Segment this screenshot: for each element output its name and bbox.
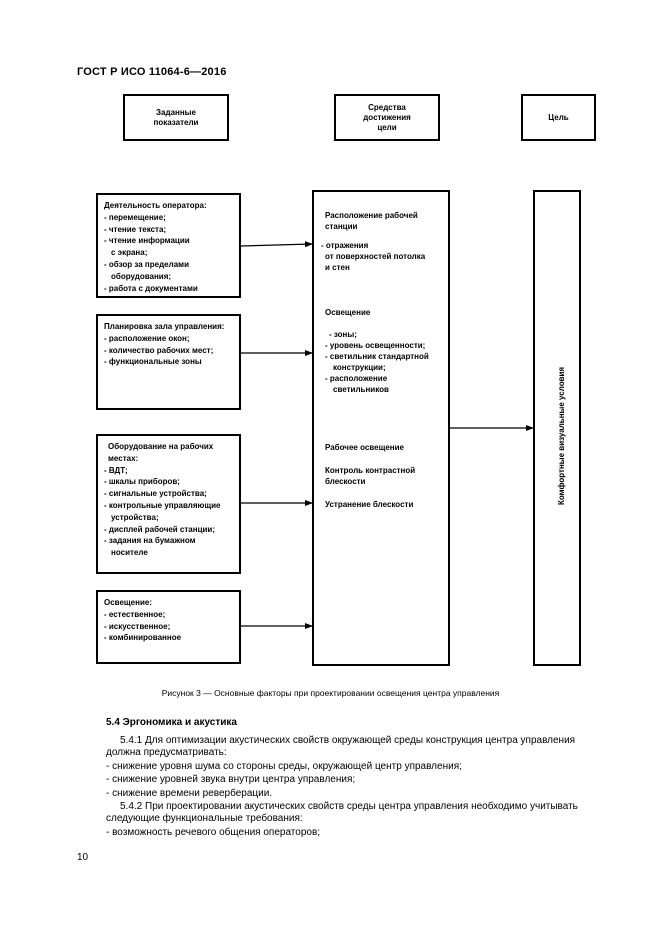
means-line: Освещение [325,308,371,317]
paragraph-line: 5.4.1 Для оптимизации акустических свойств окружающей среды конструкция центра управления [120,735,576,746]
list-item: - количество рабочих мест; [104,345,214,355]
list-item: устройства; [111,512,159,522]
list-item: - чтение текста; [104,224,167,234]
paragraph-line: - снижение уровня шума со стороны среды, окружающей центр управления; [106,761,462,772]
box-goal-header-line1: Цель [548,113,569,122]
list-item: - естественное; [104,609,166,619]
list-item: - шкалы приборов; [104,477,180,487]
means-line: Расположение рабочей [325,211,418,220]
means-line: Устранение блескости [325,500,414,509]
list-item: - комбинированное [104,633,182,643]
means-line: - светильник стандартной [325,352,429,361]
paragraph-line: должна предусматривать: [106,747,227,758]
means-line: - зоны; [329,330,357,339]
paragraph-line: следующие функциональные требования: [106,813,303,824]
means-line: и стен [325,263,350,272]
factor-box-operator-title: Деятельность оператора: [104,201,207,210]
means-line: светильников [333,385,389,394]
page-number: 10 [77,852,89,863]
means-line: Контроль контрастной [325,466,416,475]
paragraph-line: - снижение уровней звука внутри центра управления; [106,774,356,785]
paragraph-line: - возможность речевого общения операторов; [106,827,321,838]
means-box [312,190,450,666]
goal-text: Комфортные визуальные условия [557,366,566,505]
factor-box-layout-title: Планировка зала управления: [104,322,225,331]
list-item: - ВДТ; [104,465,128,475]
list-item: оборудования; [111,271,172,281]
list-item: - перемещение; [104,212,166,222]
list-item: - функциональные зоны [104,357,202,367]
box-means-line2: достижения [363,113,411,122]
paragraph-line: - снижение времени реверберации. [106,788,273,799]
means-line: конструкции; [333,363,386,372]
arrow-operator-to-means [241,244,312,246]
section-title: 5.4 Эргономика и акустика [106,717,237,728]
means-line: от поверхностей потолка [325,252,426,261]
means-block-work-lighting [325,442,415,510]
list-item: - сигнальные устройства; [104,489,207,499]
factor-box-lighting-title: Освещение: [104,598,152,607]
list-item: - дисплей рабочей станции; [104,524,215,534]
list-item: - обзор за пределами [104,259,189,269]
means-line: - отражения [321,241,369,250]
list-item: - искусственное; [104,621,171,631]
list-item: - работа с документами [104,283,198,293]
list-item: - расположение окон; [104,333,190,343]
paragraph-line: 5.4.2 При проектировании акустических свойств среды центра управления необходимо учитывать [120,801,578,812]
means-line: - уровень освещенности; [325,341,426,350]
list-item: - контрольные управляющие [104,500,221,510]
means-block-workstation [321,210,426,273]
means-block-lighting [325,307,429,395]
document-header: ГОСТ Р ИСО 11064-6—2016 [77,66,227,78]
list-item: носителе [111,548,148,558]
means-line: - расположение [325,374,388,383]
means-line: блескости [325,477,366,486]
factor-box-equipment-title: Оборудование на рабочих [108,442,214,451]
means-line: Рабочее освещение [325,443,404,452]
box-means-line3: цели [377,123,397,132]
list-item: - чтение информации [104,236,190,246]
list-item: с экрана; [111,248,148,258]
means-line: станции [325,222,358,231]
box-given-indicators-line2: показатели [153,118,199,127]
box-means-line1: Средства [368,103,406,112]
figure-caption: Рисунок 3 — Основные факторы при проектировании освещения центра управления [161,688,500,698]
list-item: местах: [108,453,139,463]
box-given-indicators-line1: Заданные [156,108,196,117]
list-item: - задания на бумажном [104,536,196,546]
